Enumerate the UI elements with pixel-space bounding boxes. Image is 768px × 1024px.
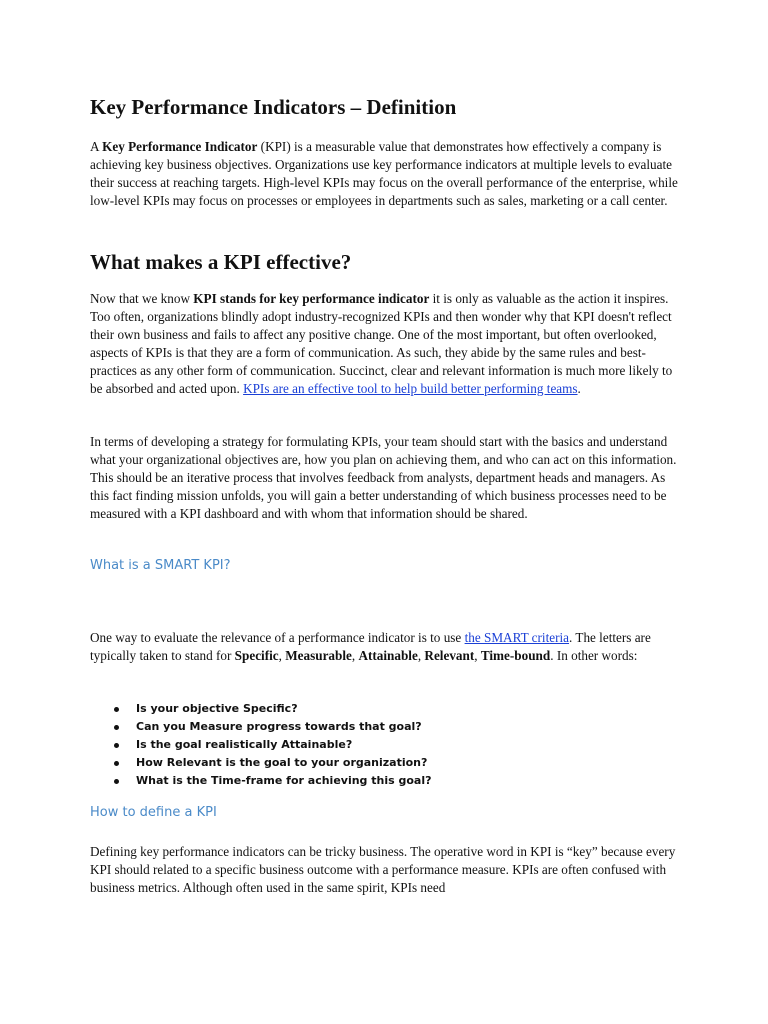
intro-text-2: (KPI) is a measurable value that demonstrates how effectively a company is achieving key business objectives. Organizations use key performance indicators at multiple levels to evaluate their success at reaching targets. High-level KPIs may focus on the overall performance of the enterprise, while low-level KPIs may focus on processes or employees in departments such as sales, marketing or a call center.: [90, 139, 678, 208]
bullet-text: is the goal to your organization?: [221, 756, 428, 769]
bullet-bold: Relevant: [166, 756, 222, 769]
list-item: [110, 736, 432, 754]
bullet-text: Is your objective: [136, 702, 243, 715]
bullet-icon: [114, 761, 119, 766]
list-item: [110, 700, 432, 718]
define-paragraph: Defining key performance indicators can be tricky business. The operative word in KPI is “key” because every KPI should related to a specific business outcome with a performance measure. KPIs are often confused with business metrics. Although often used in the same spirit, KPIs need: [90, 844, 676, 895]
smart-sep-3: ,: [417, 648, 425, 663]
bullet-icon: [114, 707, 119, 712]
bullet-text: Is the goal realistically: [136, 738, 282, 751]
list-item: [110, 754, 432, 772]
smart-text-1: One way to evaluate the relevance of a performance indicator is to use: [90, 630, 465, 645]
bullet-icon: [114, 779, 119, 784]
section-heading-define: How to define a KPI: [90, 805, 217, 820]
bullet-bold: Specific: [242, 702, 292, 715]
smart-bold-specific: Specific: [234, 648, 279, 663]
smart-bold-measurable: Measurable: [285, 648, 352, 663]
smart-criteria-link[interactable]: the SMART criteria: [464, 630, 570, 645]
smart-sep-4: ,: [474, 648, 481, 663]
effective-text-3: .: [577, 381, 581, 396]
smart-text-2: . The letters are typically taken to stand for: [90, 630, 651, 663]
effective-tool-link[interactable]: KPIs are an effective tool to help build better performing teams: [243, 381, 578, 396]
effective-paragraph-1: [90, 290, 680, 398]
intro-paragraph: [90, 138, 680, 210]
section-heading-effective: What makes a KPI effective?: [90, 250, 352, 274]
smart-paragraph: [90, 629, 680, 665]
bullet-text: ?: [291, 702, 298, 715]
effective-text-2: it is only as valuable as the action it inspires. Too often, organizations blindly adopt industry-recognized KPIs and then wonder why that KPI doesn't reflect their own business and fails to affect any positive change. One of the most important, but often overlooked, aspects of KPIs is that they are a form of communication. As such, they abide by the same rules and best-practices as any other form of communication. Succinct, clear and relevant information is much more likely to be absorbed and acted upon.: [90, 291, 673, 396]
intro-text-1: A: [90, 139, 103, 154]
bullet-bold: Measure: [189, 720, 243, 733]
bullet-bold: Time-frame: [211, 774, 283, 787]
smart-text-3: . In other words:: [550, 648, 638, 663]
list-item: [110, 772, 432, 790]
effective-paragraph-2: In terms of developing a strategy for formulating KPIs, your team should start with the basics and understand what your organizational objectives are, how you plan on achieving them, and who can act on this information. This should be an iterative process that involves feedback from analysts, department heads and managers. As this fact finding mission unfolds, you will gain a better understanding of which business processes need to be measured with a KPI dashboard and with whom that information should be shared.: [90, 434, 677, 521]
bullet-text: Can you: [136, 720, 190, 733]
bullet-text: progress towards that goal?: [242, 720, 422, 733]
bullet-text: ?: [345, 738, 353, 751]
smart-sep-1: ,: [278, 648, 286, 663]
bullet-text: What is the: [136, 774, 212, 787]
smart-bullet-list: [110, 700, 432, 790]
section-heading-smart: What is a SMART KPI?: [90, 558, 231, 573]
effective-bold: KPI stands for key performance indicator: [193, 291, 430, 306]
page-title: Key Performance Indicators – Definition: [90, 95, 457, 119]
smart-sep-2: ,: [351, 648, 359, 663]
smart-bold-attainable: Attainable: [358, 648, 418, 663]
bullet-icon: [114, 743, 119, 748]
intro-bold-term: Key Performance Indicator: [102, 139, 258, 154]
effective-text-1: Now that we know: [90, 291, 194, 306]
smart-bold-time-bound: Time-bound: [480, 648, 551, 663]
bullet-text: for achieving this goal?: [282, 774, 432, 787]
list-item: [110, 718, 432, 736]
smart-bold-relevant: Relevant: [424, 648, 475, 663]
bullet-icon: [114, 725, 119, 730]
bullet-text: How: [136, 756, 167, 769]
bullet-bold: Attainable: [281, 738, 346, 751]
